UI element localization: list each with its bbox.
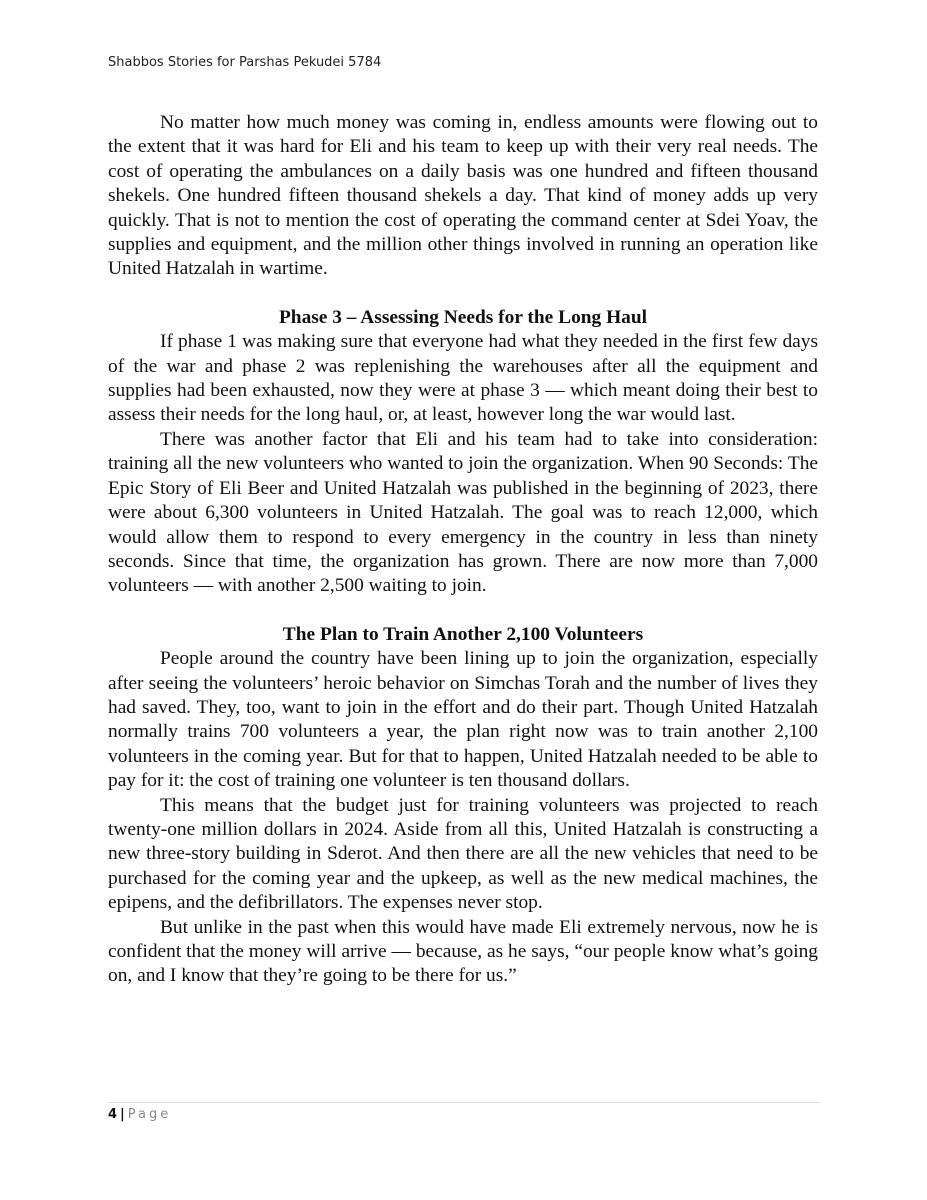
running-header: Shabbos Stories for Parshas Pekudei 5784 xyxy=(108,55,382,70)
section-heading: The Plan to Train Another 2,100 Volunteers xyxy=(282,623,644,645)
page-footer xyxy=(108,1107,171,1122)
page-body xyxy=(108,111,818,989)
paragraph: If phase 1 was making sure that everyone had what they needed in the first few days of the war and phase 2 was replenishing the warehouses after all the equipment and supplies had been exhausted, now they were at phase 3 — which meant doing their best to assess their needs for the long haul, or, at least, however long the war would last. xyxy=(108,331,818,426)
page-number: 4 xyxy=(108,1107,118,1122)
page-label: Page xyxy=(127,1107,172,1122)
paragraph: No matter how much money was coming in, endless amounts were flowing out to the extent that it was hard for Eli and his team to keep up with their very real needs. The cost of operating the ambulances on a daily basis was one hundred and fifteen thousand shekels. One hundred fifteen thousand shekels a day. That kind of money adds up very quickly. That is not to mention the cost of operating the command center at Sdei Yoav, the supplies and equipment, and the million other things involved in running an operation like United Hatzalah in wartime. xyxy=(108,112,818,280)
paragraph: There was another factor that Eli and his team had to take into consideration: training all the new volunteers who wanted to join the organization. When 90 Seconds: The Epic Story of Eli Beer and United Hatzalah was published in the beginning of 2023, there were about 6,300 volunteers in United Hatzalah. The goal was to reach 12,000, which would allow them to respond to every emergency in the country in less than ninety seconds. Since that time, the organization has grown. There are now more than 7,000 volunteers — with another 2,500 waiting to join. xyxy=(108,428,818,597)
footer-separator: | xyxy=(120,1107,125,1122)
paragraph: People around the country have been lining up to join the organization, especially after seeing the volunteers’ heroic behavior on Simchas Torah and the number of lives they had saved. They, too, want to join in the effort and do their part. Though United Hatzalah normally trains 700 volunteers a year, the plan right now was to train another 2,100 volunteers in the coming year. But for that to happen, United Hatzalah needed to be able to pay for it: the cost of training one volunteer is ten thousand dollars. xyxy=(108,648,818,792)
footer-divider xyxy=(108,1102,820,1103)
paragraph: But unlike in the past when this would have made Eli extremely nervous, now he is confident that the money will arrive — because, as he says, “our people know what’s going on, and I know that they’re going to be there for us.” xyxy=(108,916,818,987)
section-heading: Phase 3 – Assessing Needs for the Long Haul xyxy=(278,306,648,328)
paragraph: This means that the budget just for training volunteers was projected to reach twenty-one million dollars in 2024. Aside from all this, United Hatzalah is constructing a new three-story building in Sderot. And then there are all the new vehicles that need to be purchased for the coming year and the upkeep, as well as the new medical machines, the epipens, and the defibrillators. The expenses never stop. xyxy=(108,794,818,914)
